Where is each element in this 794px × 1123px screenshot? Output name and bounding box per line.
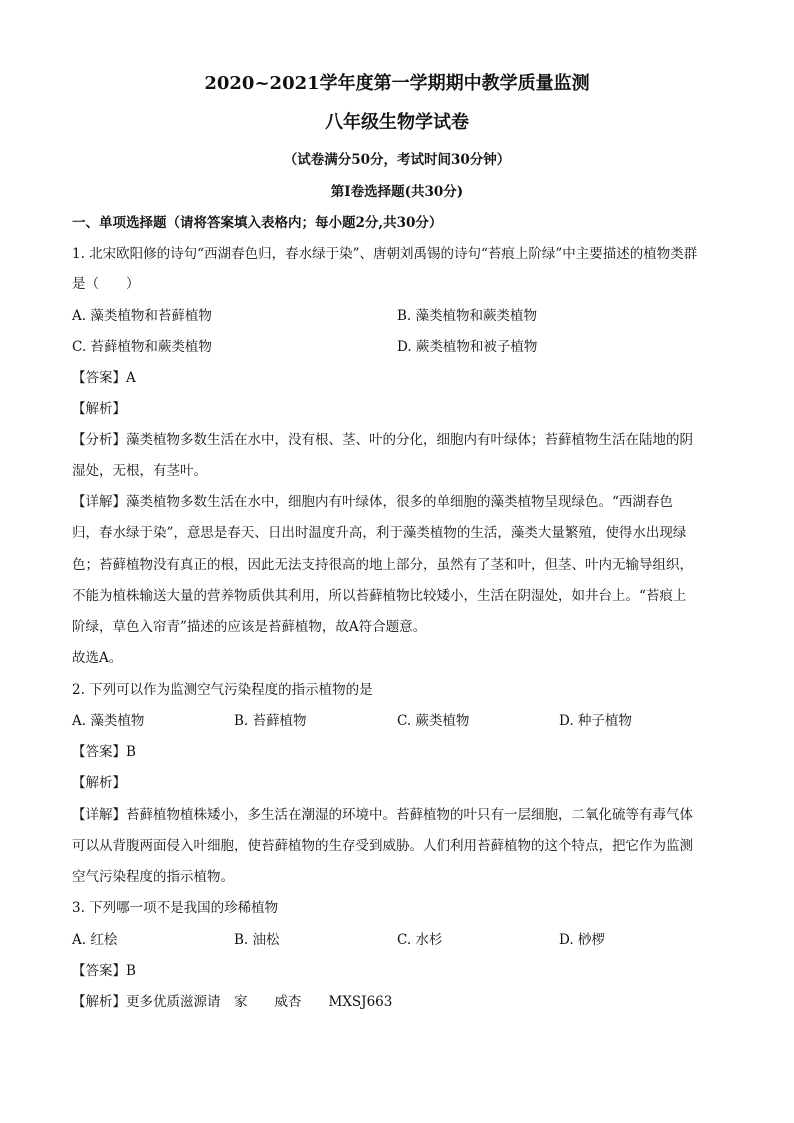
q3-option-a: A. 红桧	[72, 932, 118, 948]
q1-conclusion: 故选A。	[72, 650, 123, 666]
q1-detail-line4: 不能为植株输送大量的营养物质供其利用，所以苔藓植物比较矮小，生活在阴湿处，如井台上。“苔痕上	[72, 588, 687, 604]
q3-option-b: B. 油松	[234, 932, 280, 948]
q2-analysis-label: 【解析】	[72, 775, 126, 791]
q2-detail-line3: 空气污染程度的指示植物。	[72, 869, 234, 885]
q1-option-d: D. 蕨类植物和被子植物	[397, 339, 538, 355]
q3-option-c: C. 水杉	[397, 932, 443, 948]
exam-title: 2020~2021学年度第一学期期中教学质量监测	[204, 73, 590, 94]
exam-note: （试卷满分50分，考试时间30分钟）	[283, 152, 511, 168]
q1-answer: 【答案】A	[72, 370, 136, 386]
q2-detail-line2: 可以从背腹两面侵入叶细胞，使苔藓植物的生存受到威胁。人们利用苔藓植物的这个特点，把它作为监测	[72, 838, 693, 854]
q3-answer: 【答案】B	[72, 963, 136, 979]
q1-detail-line5: 阶绿，草色入帘青”描述的应该是苔藓植物，故A符合题意。	[72, 619, 427, 635]
q2-answer: 【答案】B	[72, 744, 136, 760]
q1-option-c: C. 苔藓植物和蕨类植物	[72, 339, 212, 355]
q2-stem: 2. 下列可以作为监测空气污染程度的指示植物的是	[72, 682, 373, 698]
section-heading: 一、单项选择题（请将答案填入表格内；每小题2分,共30分）	[72, 215, 443, 231]
part-heading: 第Ⅰ卷选择题(共30分)	[330, 184, 464, 200]
q3-stem: 3. 下列哪一项不是我国的珍稀植物	[72, 900, 279, 916]
q1-option-b: B. 藻类植物和蕨类植物	[397, 308, 538, 324]
q1-fenxi-line1: 【分析】藻类植物多数生活在水中，没有根、茎、叶的分化，细胞内有叶绿体；苔藓植物生活在陆地的阴	[72, 432, 693, 448]
q1-detail-line3: 色；苔藓植物没有真正的根，因此无法支持很高的地上部分，虽然有了茎和叶，但茎、叶内无输导组织，	[72, 557, 693, 573]
q2-option-b: B. 苔藓植物	[234, 713, 307, 729]
q1-detail-line2: 归，春水绿于染”，意思是春天、日出时温度升高，利于藻类植物的生活，藻类大量繁殖，使得水出现绿	[72, 525, 687, 541]
q1-fenxi-line2: 湿处，无根，有茎叶。	[72, 463, 207, 479]
q2-option-c: C. 蕨类植物	[397, 713, 470, 729]
exam-subtitle: 八年级生物学试卷	[325, 112, 469, 133]
q1-stem-line1: 1. 北宋欧阳修的诗句“西湖春色归，春水绿于染”、唐朝刘禹锡的诗句“苔痕上阶绿”中主要描述的植物类群	[72, 246, 698, 262]
q3-option-d: D. 桫椤	[559, 932, 605, 948]
q1-detail-line1: 【详解】藻类植物多数生活在水中，细胞内有叶绿体，很多的单细胞的藻类植物呈现绿色。“西湖春色	[72, 494, 673, 510]
q1-analysis-label: 【解析】	[72, 401, 126, 417]
q2-option-d: D. 种子植物	[559, 713, 632, 729]
q2-detail-line1: 【详解】苔藓植物植株矮小，多生活在潮湿的环境中。苔藓植物的叶只有一层细胞，二氧化硫等有毒气体	[72, 807, 693, 823]
q3-analysis-line: 【解析】更多优质滋源请 家 威杏 MXSJ663	[72, 994, 393, 1010]
q2-option-a: A. 藻类植物	[72, 713, 145, 729]
q1-stem-line2: 是（ ）	[72, 276, 140, 292]
q1-option-a: A. 藻类植物和苔藓植物	[72, 308, 212, 324]
